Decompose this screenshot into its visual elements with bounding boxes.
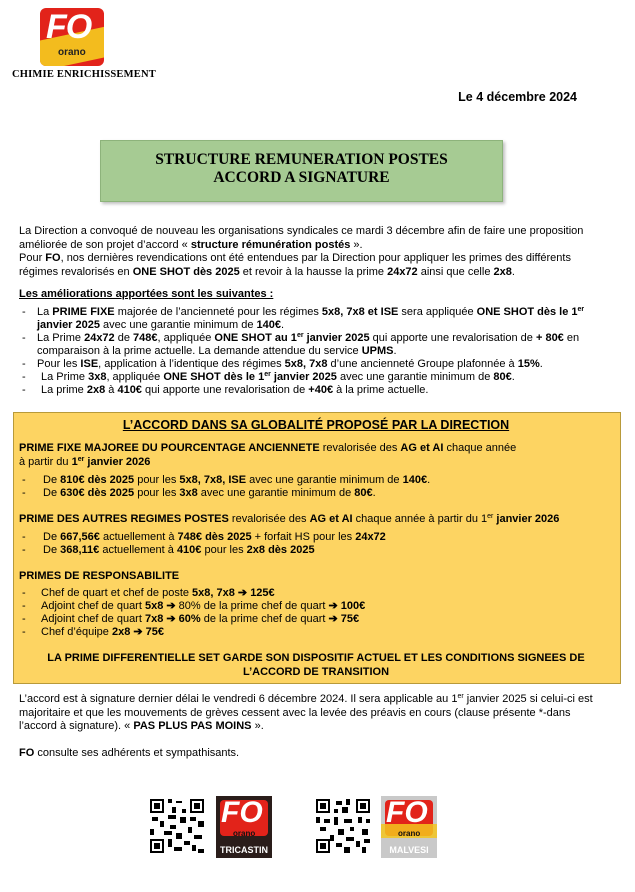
intro-text: ». bbox=[350, 238, 363, 251]
logo-site-text: MALVESI bbox=[389, 845, 429, 855]
intro-text: , nos dernières revendications ont été entendues par la Direction pour appliquer les primes des différents régimes revalorisés en bbox=[19, 252, 571, 278]
list-item: - De 667,56€ actuellement à 748€ dès 2025 + forfait HS pour les 24x72 bbox=[19, 531, 615, 544]
footer-line-1: LA PRIME DIFFERENTIELLE SET GARDE SON DISPOSITIF ACTUEL ET LES CONDITIONS SIGNEES DE bbox=[47, 652, 585, 664]
logo-orano-text: orano bbox=[233, 829, 256, 838]
agreement-footer bbox=[13, 652, 619, 679]
logo-fo-text: FO bbox=[386, 796, 428, 829]
fo-orano-logo bbox=[40, 8, 104, 66]
intro-paragraph bbox=[19, 225, 609, 279]
list-item: - La PRIME FIXE majorée de l’ancienneté pour les régimes 5x8, 7x8 et ISE sera appliquée ONE SHOT dès le 1er janvier 2025 avec une garantie minimum de 140€. bbox=[19, 306, 619, 332]
prime-fixe-list bbox=[19, 474, 615, 500]
logo-site-text: TRICASTIN bbox=[220, 845, 268, 855]
list-item: - Adjoint chef de quart 7x8 ➔ 60% de la prime chef de quart ➔ 75€ bbox=[19, 613, 615, 626]
list-item: - Chef de quart et chef de poste 5x8, 7x8 ➔ 125€ bbox=[19, 587, 615, 600]
list-item: - De 368,11€ actuellement à 410€ pour les 2x8 dès 2025 bbox=[19, 544, 615, 557]
intro-text: . bbox=[511, 265, 515, 278]
intro-emphasis: FO bbox=[45, 252, 61, 264]
list-item: - La Prime 24x72 de 748€, appliquée ONE SHOT au 1er janvier 2025 qui apporte une revalorisation de + 80€ en comparaison à la prime actuelle. La demande attendue du service UPMS. bbox=[19, 332, 619, 358]
intro-text: et revoir à la hausse la prime bbox=[239, 265, 388, 278]
document-date: Le 4 décembre 2024 bbox=[458, 90, 577, 104]
list-item: - Adjoint chef de quart 5x8 ➔ 80% de la prime chef de quart ➔ 100€ bbox=[19, 600, 615, 613]
title-line-2: ACCORD A SIGNATURE bbox=[213, 169, 390, 186]
logo-fo-text: FO bbox=[46, 8, 92, 46]
intro-emphasis: 2x8 bbox=[493, 265, 512, 278]
section-prime-fixe-heading: PRIME FIXE MAJOREE DU POURCENTAGE ANCIENNETE revalorisée des AG et AI chaque année à partir du 1er janvier 2026 bbox=[19, 442, 517, 468]
qr-code-tricastin[interactable] bbox=[148, 797, 206, 855]
improvements-list bbox=[19, 306, 619, 397]
title-line-1: STRUCTURE REMUNERATION POSTES bbox=[155, 151, 448, 168]
improvements-heading: Les améliorations apportées sont les suivantes : bbox=[19, 288, 274, 300]
section-autres-regimes-heading: PRIME DES AUTRES REGIMES POSTES revalorisée des AG et AI chaque année à partir du 1er janvier 2026 bbox=[19, 513, 560, 525]
logo-orano-text: orano bbox=[398, 829, 421, 838]
list-item: - De 810€ dès 2025 pour les 5x8, 7x8, ISE avec une garantie minimum de 140€. bbox=[19, 474, 615, 487]
consultation-line: FO consulte ses adhérents et sympathisants. bbox=[19, 747, 240, 759]
intro-text: ainsi que celle bbox=[417, 265, 494, 278]
list-item: - Pour les ISE, application à l’identique des régimes 5x8, 7x8 d’une ancienneté Groupe plafonnée à 15%. bbox=[19, 358, 619, 371]
logo-orano-text: orano bbox=[58, 47, 86, 58]
footer-line-2: L’ACCORD DE TRANSITION bbox=[242, 665, 390, 678]
organization-name: CHIMIE ENRICHISSEMENT bbox=[12, 69, 156, 80]
list-item: - La prime 2x8 à 410€ qui apporte une revalorisation de +40€ à la prime actuelle. bbox=[19, 384, 619, 397]
fo-tricastin-logo bbox=[216, 796, 272, 858]
fo-malvesi-logo bbox=[381, 796, 437, 858]
list-item: - De 630€ dès 2025 pour les 3x8 avec une garantie minimum de 80€. bbox=[19, 487, 615, 500]
list-item: - Chef d’équipe 2x8 ➔ 75€ bbox=[19, 626, 615, 639]
agreement-heading: L’ACCORD DANS SA GLOBALITÉ PROPOSÉ PAR LA DIRECTION bbox=[122, 418, 510, 432]
outro-paragraph: L’accord est à signature dernier délai le vendredi 6 décembre 2024. Il sera applicable au 1er janvier 2025 si celui-ci est majoritaire et que les mouvements de grèves cessent avec la levée des préavis en cours (clause présente *-dans l’accord à signature). « PAS PLUS PAS MOINS ». bbox=[19, 693, 593, 732]
title-box bbox=[100, 140, 503, 202]
intro-emphasis: structure rémunération postés bbox=[190, 238, 351, 251]
autres-regimes-list bbox=[19, 531, 615, 557]
list-item: - La Prime 3x8, appliquée ONE SHOT dès le 1er janvier 2025 avec une garantie minimum de 80€. bbox=[19, 371, 619, 384]
qr-code-malvesi[interactable] bbox=[314, 797, 372, 855]
logo-fo-text: FO bbox=[221, 796, 263, 829]
intro-emphasis: ONE SHOT dès 2025 bbox=[132, 265, 240, 278]
intro-emphasis: 24x72 bbox=[387, 265, 418, 278]
responsabilite-list bbox=[19, 587, 615, 639]
intro-text: Pour bbox=[19, 252, 46, 264]
section-responsabilite-heading: PRIMES DE RESPONSABILITE bbox=[19, 570, 180, 582]
intro-text: La Direction a convoqué de nouveau les organisations syndicales ce mardi 3 décembre afin de faire une proposition améliorée de son projet d’accord « bbox=[19, 225, 584, 251]
